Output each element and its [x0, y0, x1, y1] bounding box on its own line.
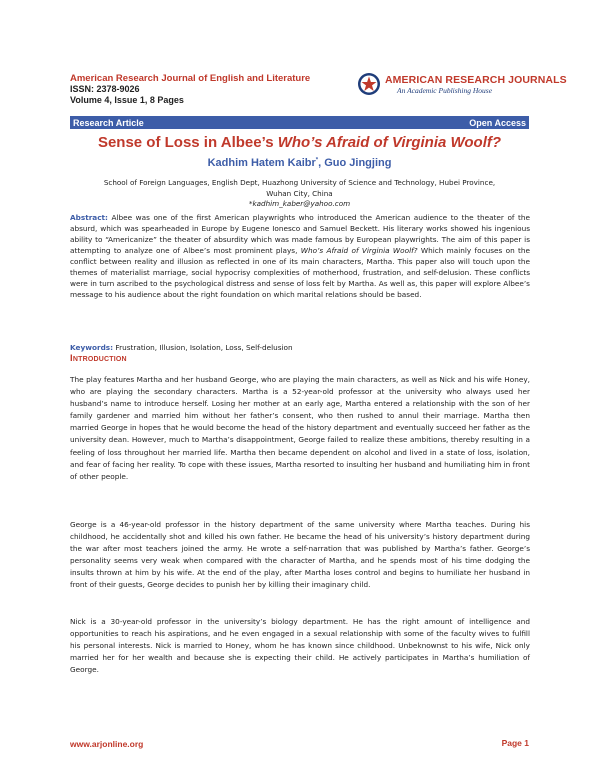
- keywords-text: Frustration, Illusion, Isolation, Loss, Self-delusion: [113, 343, 293, 352]
- keywords-label: Keywords:: [70, 343, 114, 352]
- paper-title: [70, 134, 529, 151]
- page-number: Page 1: [501, 738, 529, 748]
- author-2: , Guo Jingjing: [318, 157, 392, 169]
- footer-website-link[interactable]: www.arjonline.org: [70, 739, 144, 749]
- journal-name: American Research Journal of English and Literature: [70, 73, 311, 84]
- abstract: [70, 213, 530, 301]
- affiliation-line-2: Wuhan City, China: [266, 188, 333, 198]
- journal-info: [70, 73, 310, 106]
- access-label: Open Access: [469, 117, 526, 128]
- body-paragraph-1: The play features Martha and her husband George, who are playing the main characters, as well as Nick and his wife Honey, who are playing the secondary characters. Martha is a 52-year-old professor at the university who always used her husband’s name to introduce herself. Losing her mother at an early age, Martha entered a relationship with the son of her family gardener and married him without her father’s consent, who then rushed to annul their marriage. Martha then married George in hopes that he would become the head of the history department and eventually succeed her father as the university dean. However, much to Martha’s disappointment, George failed to realize these ambitions, thereby resulting in a feeling of loss throughout her married life. Martha then became dependent on alcohol and lived in a state of loss, isolation, and fear of facing her reality. To cope with these issues, Martha resorted to insulting her husband and humiliating him in front of other people.: [70, 375, 530, 481]
- publisher-name: AMERICAN RESEARCH JOURNALS: [385, 74, 567, 86]
- abstract-text-2: Which mainly focuses on the conflict between reality and illusion as reflected in one of its main characters, Martha. This paper also will touch upon the themes of materialist marriage, social hypocrisy complexities of motherhood, frustration, and self-delusion. These conflicts were in turn ascribed to the psychological distress and sense of loss felt by Martha. As well as, this paper will explore Albee’s message to his audience about the right foundation on which marital relations should be based.: [70, 245, 530, 299]
- abstract-play-title: Who’s Afraid of Virginia Woolf?: [300, 245, 418, 255]
- title-main: Sense of Loss in Albee’s: [97, 134, 278, 151]
- star-shield-icon: [357, 72, 381, 96]
- journal-issn: ISSN: 2378-9026: [70, 84, 140, 94]
- body-paragraph-3: Nick is a 30-year-old professor in the university’s biology department. He has the right amount of intelligence and opportunities to reach his aspirations, and he even engaged in a sexual relationship with some of the faculty wives to fulfill his personal interests. Nick is married to Honey, whom he has known since childhood. Unbeknownst to his wife, Nick only married her for her wealth and because she is expecting their child. He actively participates in Martha’s humiliation of George.: [70, 617, 530, 675]
- authors: [70, 157, 529, 169]
- abstract-label: Abstract:: [70, 213, 108, 222]
- author-1: Kadhim Hatem Kaibr: [207, 157, 316, 169]
- abstract-text-1: Albee was one of the first American playwrights who introduced the American audience to the theater of the absurd, which was spearheaded in Europe by Eugene Ionesco and Samuel Beckett. His literary works showed his ingenious ability to “Americanize” the theater of absurdity which was made famous by European playwrights. The aim of this paper is attempting to analyze one of Albee’s most prominent plays,: [70, 213, 530, 255]
- corresponding-marker: *: [315, 157, 319, 164]
- title-play-name: Who’s Afraid of Virginia Woolf?: [277, 134, 502, 151]
- section-heading: Introduction: [70, 353, 127, 364]
- author-email: *kadhim_kaber@yahoo.com: [248, 199, 351, 208]
- publisher-logo: [357, 72, 567, 98]
- journal-volume: Volume 4, Issue 1, 8 Pages: [70, 95, 184, 105]
- affiliation: [70, 178, 529, 210]
- keywords: [70, 343, 530, 353]
- affiliation-line-1: School of Foreign Languages, English Dept, Huazhong University of Science and Technology, Hubei Province,: [103, 178, 496, 187]
- article-type-label: Research Article: [73, 117, 144, 128]
- publisher-tagline: An Academic Publishing House: [397, 86, 493, 95]
- article-banner: [70, 116, 529, 129]
- body-paragraph-2: George is a 46-year-old professor in the history department of the same university where Martha teaches. During his childhood, he accidentally shot and killed his own father. He became the head of his university’s history department during the war after most teachers joined the army. He wrote a self-narration that was published by Martha’s father. George’s personality seems very weak when compared with the character of Martha, and he spends most of his time dodging the insults thrown at him by his wife. At the end of the play, after Martha loses control and begins to humiliate her husband in front of their guests, George decides to punish her by killing their imaginary child.: [70, 520, 530, 590]
